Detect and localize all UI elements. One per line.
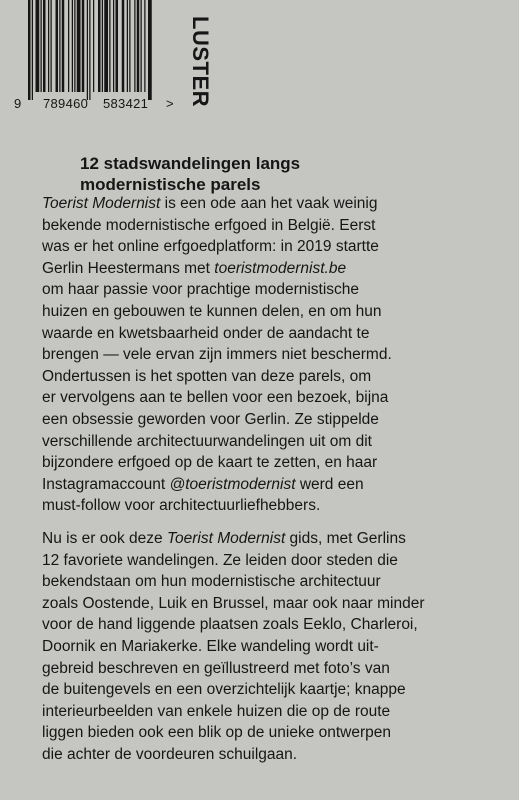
isbn-digits-left: 789460 <box>43 96 89 111</box>
text-line: waarde en kwetsbaarheid onder de aandacht te <box>42 324 370 342</box>
barcode-bar <box>148 0 152 100</box>
text-line: gebreid beschreven en geïllustreerd met foto’s van <box>42 659 390 677</box>
text-line <box>42 193 512 215</box>
text-line: was er het online erfgoedplatform: in 2019 startte <box>42 238 379 256</box>
text-span: gids, met Gerlins <box>285 530 406 547</box>
barcode-bar <box>77 0 81 92</box>
text-line <box>42 258 512 280</box>
barcode-bar <box>59 0 60 92</box>
barcode-bar <box>116 0 119 92</box>
website-italic: toeristmodernist.be <box>214 259 347 277</box>
barcode-bar <box>144 0 145 92</box>
text-span: Nu is er ook deze <box>42 530 167 547</box>
text-line: voor de hand liggende plaatsen zoals Eeklo, Charleroi, <box>42 616 418 634</box>
barcode-bar <box>28 0 31 100</box>
publisher-name: LUSTER <box>188 16 213 107</box>
barcode-bar <box>74 0 75 92</box>
barcode-bar <box>122 0 125 92</box>
text-line: die achter de voordeuren schuilgaan. <box>42 745 298 763</box>
barcode-bar <box>43 0 46 92</box>
barcode-bar <box>72 0 73 92</box>
barcode-icon <box>0 0 200 100</box>
instagram-handle-italic: @toeristmodernist <box>169 475 296 493</box>
barcode-bar <box>113 0 114 92</box>
barcode-bar <box>134 0 135 92</box>
text-line: bijzondere erfgoed op de kaart te zetten, en haar <box>42 454 378 472</box>
book-title-italic: Toerist Modernist <box>166 530 286 547</box>
text-line: brengen — vele ervan zijn immers niet beschermd. <box>42 346 392 364</box>
barcode-bar <box>98 0 101 92</box>
text-line: verschillende architectuurwandelingen uit om dit <box>42 432 372 450</box>
barcode-bar <box>129 0 130 92</box>
isbn-lead-digit: 9 <box>14 96 22 111</box>
barcode-bar <box>109 0 110 92</box>
publisher-logo <box>183 14 223 107</box>
barcode-bar <box>87 0 88 100</box>
text-line: 12 favoriete wandelingen. Ze leiden door steden die <box>42 551 398 569</box>
text-line: bekende modernistische erfgoed in België. Eerst <box>42 216 376 234</box>
barcode-bar <box>89 0 90 100</box>
book-title-italic: Toerist Modernist <box>42 195 161 212</box>
text-line <box>42 528 512 550</box>
text-line <box>42 474 512 496</box>
barcode-bar <box>32 0 33 100</box>
text-span: werd een <box>295 475 364 493</box>
text-line: een obsessie geworden voor Gerlin. Ze stippelde <box>42 410 379 428</box>
barcode-bar <box>127 0 128 92</box>
headline-line: modernistische parels <box>80 175 261 194</box>
text-line: Ondertussen is het spotten van deze parels, om <box>42 367 372 385</box>
text-line: must-follow voor architectuurliefhebbers. <box>42 497 321 515</box>
headline-line: 12 stadswandelingen langs <box>80 154 301 173</box>
barcode-bar <box>41 0 42 92</box>
text-line: interieurbeelden van enkele huizen die op de route <box>42 702 391 720</box>
text-line: bekendstaan om hun modernistische architectuur <box>42 573 381 591</box>
headline <box>80 153 410 195</box>
barcode-bar <box>137 0 140 92</box>
barcode-bar <box>51 0 52 92</box>
text-line: Doornik en Mariakerke. Elke wandeling wordt uit- <box>42 637 379 655</box>
text-span: Gerlin Heestermans met <box>42 259 215 277</box>
blurb-paragraph-2 <box>42 528 512 766</box>
text-line: de buitengevels en een overzichtelijk kaartje; knappe <box>42 681 406 699</box>
text-span: Instagramaccount <box>42 475 170 493</box>
barcode-bar <box>62 0 65 92</box>
barcode-bar <box>93 0 94 92</box>
text-line: zoals Oostende, Luik en Brussel, maar ook naar minder <box>42 594 425 612</box>
text-span: is een ode aan het vaak weinig <box>160 195 378 212</box>
barcode-bar <box>48 0 49 92</box>
barcode-bar <box>36 0 40 92</box>
blurb-paragraph-1 <box>42 193 512 517</box>
barcode-bar <box>68 0 69 92</box>
barcode-bar <box>141 0 142 92</box>
text-line: liggen bieden ook een blik op de unieke ontwerpen <box>42 724 392 742</box>
isbn-quiet-zone-marker: > <box>166 96 174 111</box>
isbn-digits-right: 583421 <box>103 96 149 111</box>
barcode-bar <box>102 0 103 92</box>
barcode-bar <box>82 0 85 92</box>
isbn-barcode <box>0 0 200 120</box>
barcode-bar <box>104 0 108 92</box>
text-line: om haar passie voor prachtige modernistische <box>42 281 360 299</box>
text-line: huizen en gebouwen te kunnen delen, en om hun <box>42 302 382 320</box>
text-line: er vervolgens aan te bellen voor een bezoek, bijna <box>42 389 389 407</box>
barcode-bar <box>56 0 59 92</box>
